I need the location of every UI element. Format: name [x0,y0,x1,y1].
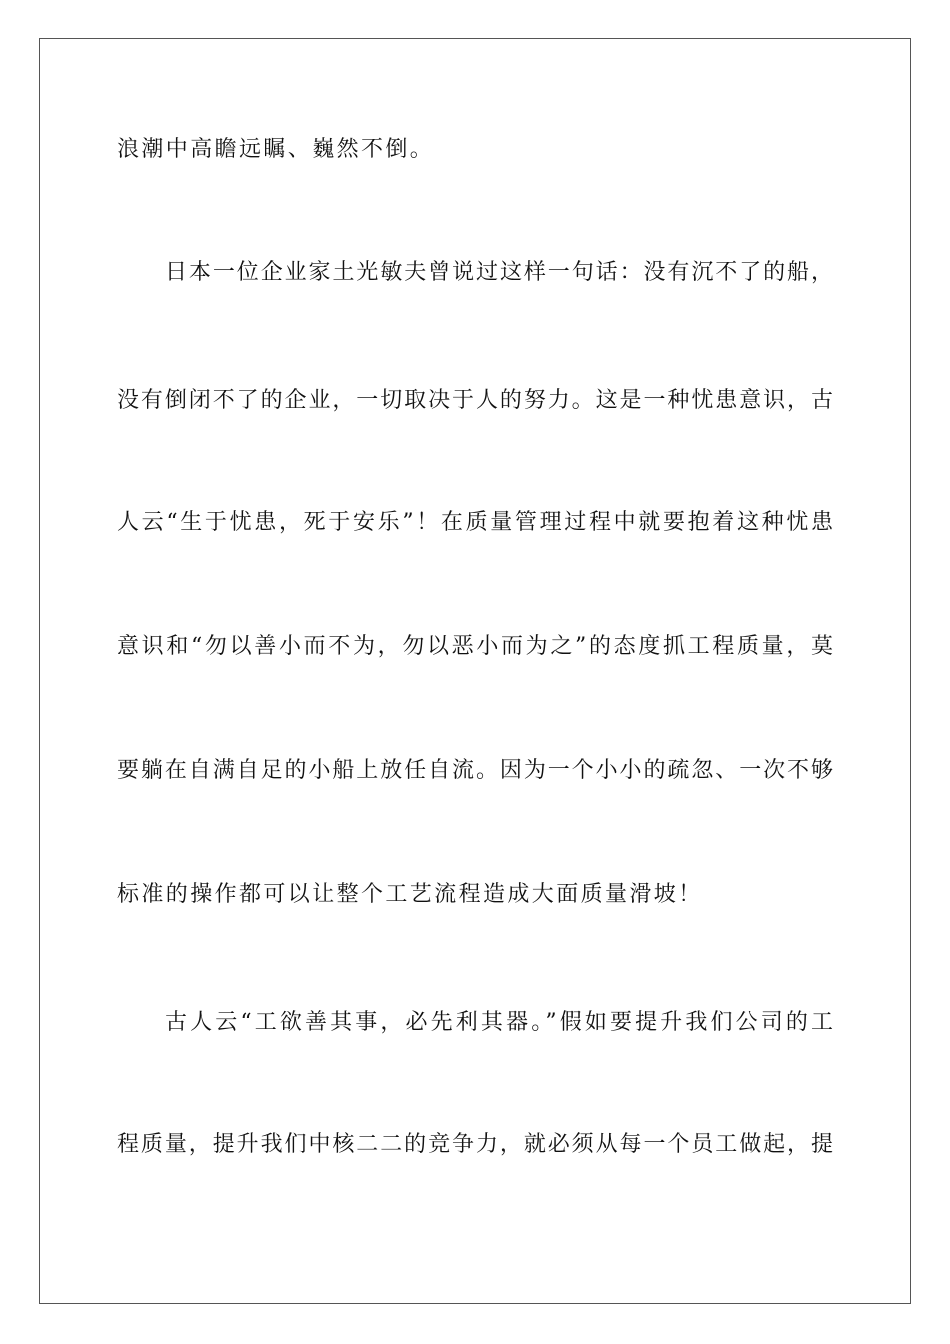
paragraph-first-line: 古人云“工欲善其事，必先利其器。”假如要提升我们公司的工 [165,1010,833,1035]
text-line: 没有倒闭不了的企业，一切取决于人的努力。这是一种忧患意识，古 [117,388,833,413]
text-line: 程质量，提升我们中核二二的竞争力，就必须从每一个员工做起，提 [117,1132,833,1157]
text-line: 浪潮中高瞻远瞩、巍然不倒。 [117,137,435,162]
text-line: 意识和“勿以善小而不为，勿以恶小而为之”的态度抓工程质量，莫 [117,634,833,659]
page-border [39,38,911,1304]
text-line: 标准的操作都可以让整个工艺流程造成大面质量滑坡！ [117,882,703,907]
paragraph-first-line: 日本一位企业家土光敏夫曾说过这样一句话：没有沉不了的船， [165,260,833,285]
text-line: 要躺在自满自足的小船上放任自流。因为一个小小的疏忽、一次不够 [117,758,833,783]
text-line: 人云“生于忧患，死于安乐”！在质量管理过程中就要抱着这种忧患 [117,510,833,535]
